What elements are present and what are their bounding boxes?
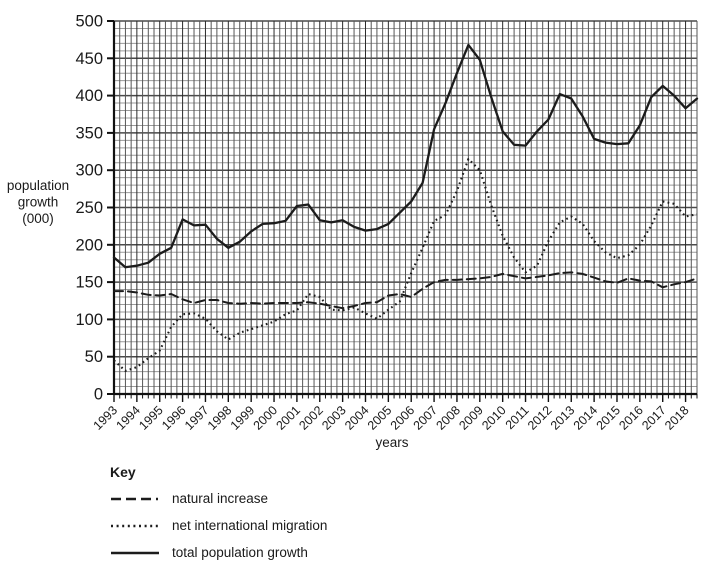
svg-text:(000): (000) — [22, 211, 54, 226]
svg-text:1998: 1998 — [204, 403, 235, 433]
svg-text:2012: 2012 — [524, 403, 555, 433]
dotted-line-sample-icon — [110, 521, 160, 531]
svg-text:300: 300 — [75, 161, 103, 180]
svg-text:2000: 2000 — [250, 403, 281, 433]
svg-text:0: 0 — [93, 385, 103, 404]
svg-text:2005: 2005 — [364, 403, 395, 433]
svg-text:years: years — [375, 435, 409, 450]
svg-text:2014: 2014 — [570, 403, 601, 433]
svg-text:2013: 2013 — [547, 403, 578, 433]
svg-text:2002: 2002 — [296, 403, 326, 433]
svg-text:100: 100 — [75, 310, 103, 329]
svg-text:2018: 2018 — [662, 403, 692, 433]
svg-text:350: 350 — [75, 124, 103, 143]
svg-text:2006: 2006 — [387, 403, 418, 433]
key-item-net-international-migration — [110, 516, 530, 535]
solid-line-sample-icon — [110, 548, 160, 558]
key-item-label: total population growth — [172, 545, 308, 560]
key-item-label: natural increase — [172, 491, 269, 506]
key-item-total-population-growth — [110, 543, 530, 562]
svg-text:2008: 2008 — [433, 403, 464, 433]
svg-text:2007: 2007 — [410, 403, 441, 433]
key-item-label: net international migration — [172, 518, 328, 533]
svg-text:500: 500 — [75, 12, 103, 31]
svg-text:450: 450 — [75, 49, 103, 68]
svg-text:population: population — [6, 178, 70, 193]
dashed-line-sample-icon — [110, 494, 160, 504]
svg-text:150: 150 — [75, 273, 103, 292]
svg-text:2015: 2015 — [593, 403, 624, 433]
svg-text:50: 50 — [84, 348, 103, 367]
svg-text:1997: 1997 — [182, 403, 212, 433]
svg-text:1999: 1999 — [227, 403, 258, 433]
svg-text:2001: 2001 — [273, 403, 304, 433]
svg-text:2010: 2010 — [479, 403, 509, 433]
svg-text:growth: growth — [17, 194, 59, 210]
svg-text:2016: 2016 — [616, 403, 646, 433]
svg-text:1996: 1996 — [159, 403, 189, 433]
svg-text:250: 250 — [75, 199, 103, 217]
svg-text:1995: 1995 — [136, 403, 166, 433]
chart-key — [110, 464, 530, 570]
svg-text:2017: 2017 — [639, 403, 669, 433]
svg-text:2003: 2003 — [319, 403, 349, 433]
svg-text:200: 200 — [75, 236, 103, 255]
svg-text:400: 400 — [75, 87, 103, 106]
svg-text:1994: 1994 — [113, 403, 143, 433]
key-item-natural-increase — [110, 489, 530, 508]
key-title: Key — [110, 464, 136, 480]
svg-text:2011: 2011 — [502, 403, 532, 433]
svg-text:2004: 2004 — [342, 403, 372, 433]
svg-text:1993: 1993 — [90, 403, 121, 433]
svg-text:2009: 2009 — [456, 403, 486, 433]
